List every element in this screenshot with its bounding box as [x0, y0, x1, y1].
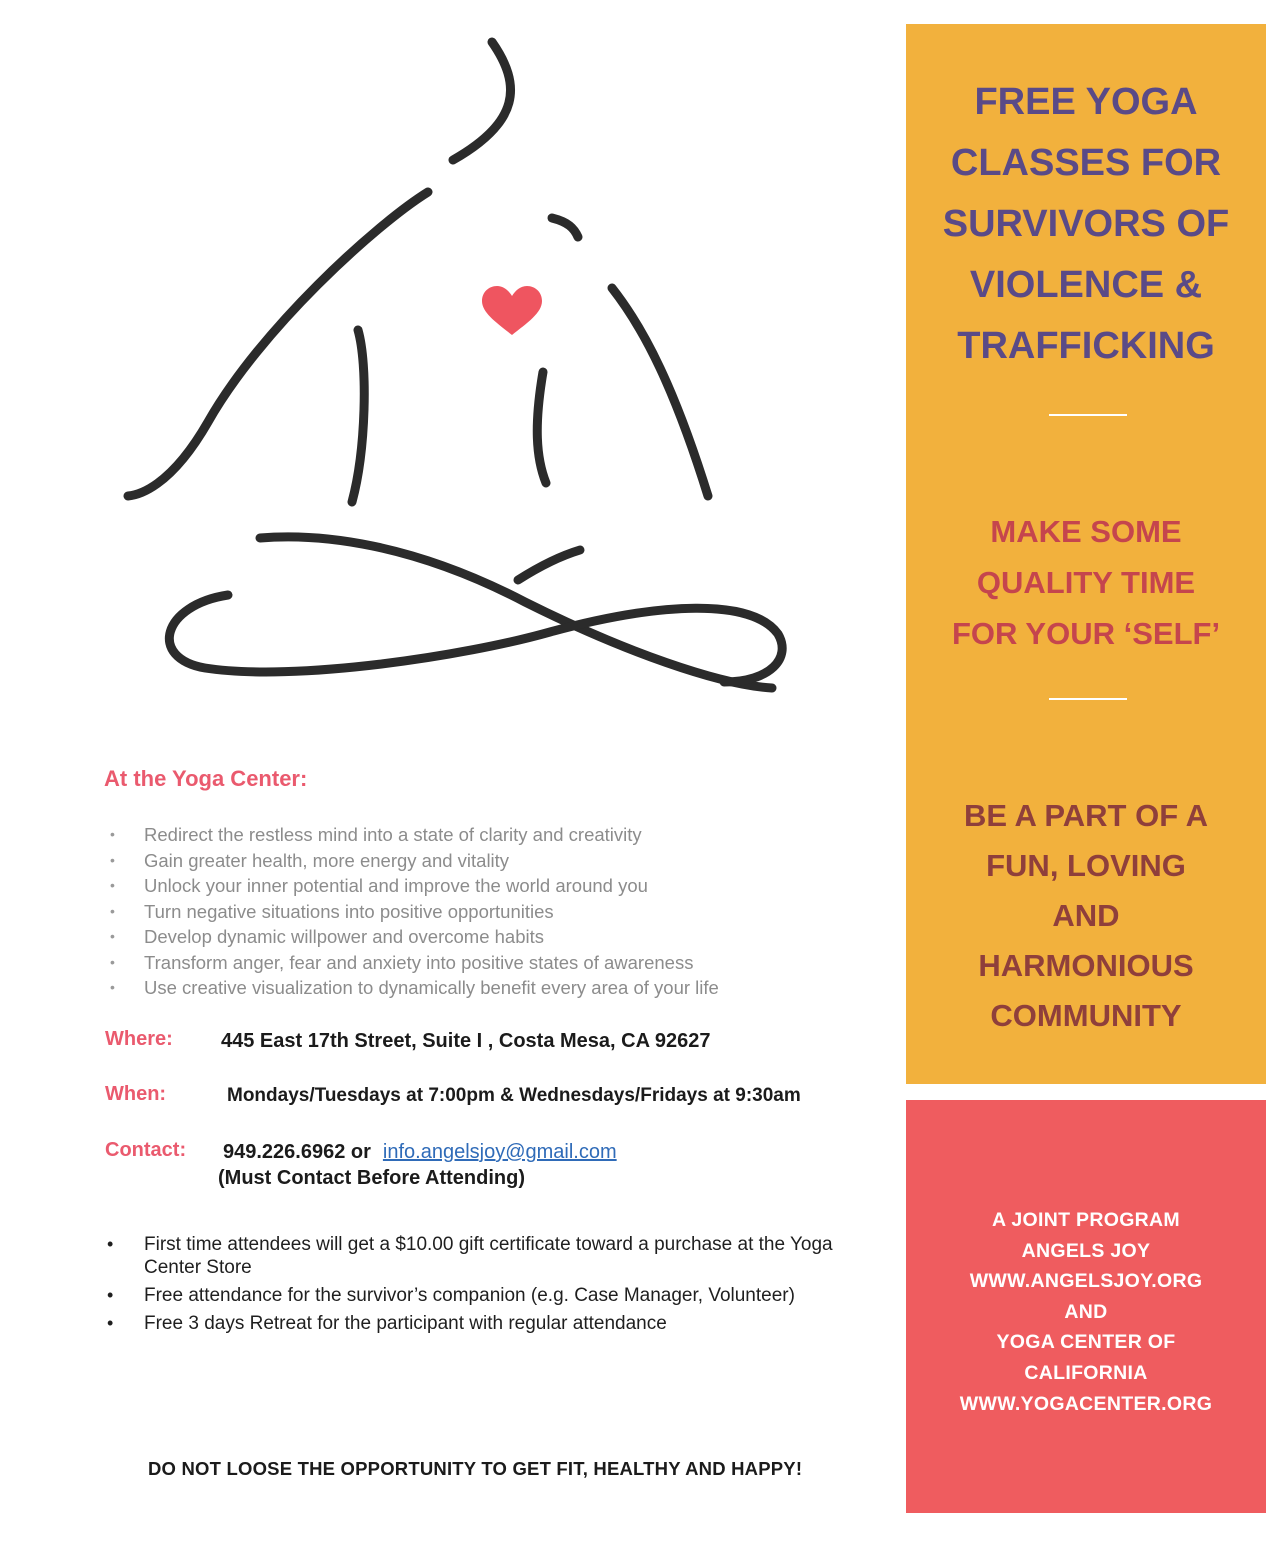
panel-tagline	[906, 506, 1266, 659]
figure-right-shoulder-stroke	[552, 218, 578, 237]
panel-heading-line: CLASSES FOR	[950, 142, 1222, 184]
heart-icon	[482, 286, 542, 335]
contact-phone: 949.226.6962 or	[223, 1141, 371, 1163]
panel-community-line: AND	[1052, 898, 1120, 933]
panel-heading-line: FREE YOGA	[974, 81, 1198, 123]
figure-head-stroke	[453, 42, 511, 160]
benefit-item: • Redirect the restless mind into a state of clarity and creativity	[104, 822, 719, 848]
figure-right-foot-stroke	[518, 550, 580, 580]
credits-line: CALIFORNIA	[1024, 1361, 1148, 1384]
figure-left-shoulder-stroke	[128, 192, 428, 496]
panel-community-line: FUN, LOVING	[986, 848, 1186, 883]
credits-line: A JOINT PROGRAM	[992, 1209, 1180, 1231]
panel-community-line: BE A PART OF A	[964, 798, 1208, 833]
panel-community-line: COMMUNITY	[990, 998, 1182, 1033]
footer-slogan: DO NOT LOOSE THE OPPORTUNITY TO GET FIT, HEALTHY AND HAPPY!	[148, 1458, 803, 1479]
figure-right-inner-arm-stroke	[537, 372, 546, 483]
credits-link-yogacenter[interactable]: WWW.YOGACENTER.ORG	[959, 1392, 1213, 1415]
panel-heading	[906, 72, 1266, 377]
credits-line: YOGA CENTER OF	[996, 1331, 1176, 1354]
contact-email-link[interactable]: info.angelsjoy@gmail.com	[382, 1141, 617, 1163]
benefits-list	[104, 822, 719, 1001]
benefit-item: • Use creative visualization to dynamically benefit every area of your life	[104, 975, 719, 1001]
perk-item: • Free 3 days Retreat for the participant with regular attendance	[104, 1312, 874, 1335]
contact-note: (Must Contact Before Attending)	[218, 1167, 526, 1189]
panel-divider	[1049, 698, 1127, 700]
credits-line: ANGELS JOY	[1021, 1239, 1151, 1262]
panel-heading-line: VIOLENCE &	[969, 264, 1203, 306]
panel-heading-line: TRAFFICKING	[957, 325, 1215, 367]
credits-link-angelsjoy[interactable]: WWW.ANGELSJOY.ORG	[969, 1270, 1203, 1293]
where-value: 445 East 17th Street, Suite I , Costa Mesa, CA 92627	[221, 1030, 711, 1052]
benefit-item: • Transform anger, fear and anxiety into positive states of awareness	[104, 950, 719, 976]
yoga-center-title: At the Yoga Center:	[104, 766, 308, 791]
benefit-item: • Develop dynamic willpower and overcome habits	[104, 924, 719, 950]
contact-line	[223, 1141, 617, 1164]
panel-tagline-line: MAKE SOME	[990, 514, 1182, 549]
credits-text	[906, 1205, 1266, 1419]
benefit-item: • Unlock your inner potential and improve the world around you	[104, 873, 719, 899]
panel-tagline-line: QUALITY TIME	[976, 565, 1196, 600]
contact-label: Contact:	[105, 1139, 187, 1161]
perk-item: • First time attendees will get a $10.00 gift certificate toward a purchase at the Yoga Center Store	[104, 1233, 874, 1279]
side-panel	[906, 24, 1266, 1084]
figure-left-inner-arm-stroke	[352, 330, 364, 502]
benefit-item: • Gain greater health, more energy and vitality	[104, 848, 719, 874]
meditating-figure-illustration	[120, 30, 820, 710]
figure-right-arm-stroke	[612, 288, 708, 496]
credits-box	[906, 1100, 1266, 1513]
when-label: When:	[105, 1083, 167, 1105]
panel-tagline-line: FOR YOUR ‘SELF’	[951, 616, 1221, 651]
where-label: Where:	[105, 1028, 173, 1050]
panel-heading-line: SURVIVORS OF	[942, 203, 1230, 245]
credits-line: AND	[1064, 1300, 1108, 1323]
panel-divider	[1049, 414, 1127, 416]
when-value: Mondays/Tuesdays at 7:00pm & Wednesdays/Fridays at 9:30am	[227, 1085, 801, 1106]
perk-item: • Free attendance for the survivor’s companion (e.g. Case Manager, Volunteer)	[104, 1284, 874, 1307]
benefit-item: • Turn negative situations into positive opportunities	[104, 899, 719, 925]
panel-community	[906, 791, 1266, 1041]
panel-community-line: HARMONIOUS	[978, 948, 1194, 983]
perks-list	[104, 1233, 874, 1340]
